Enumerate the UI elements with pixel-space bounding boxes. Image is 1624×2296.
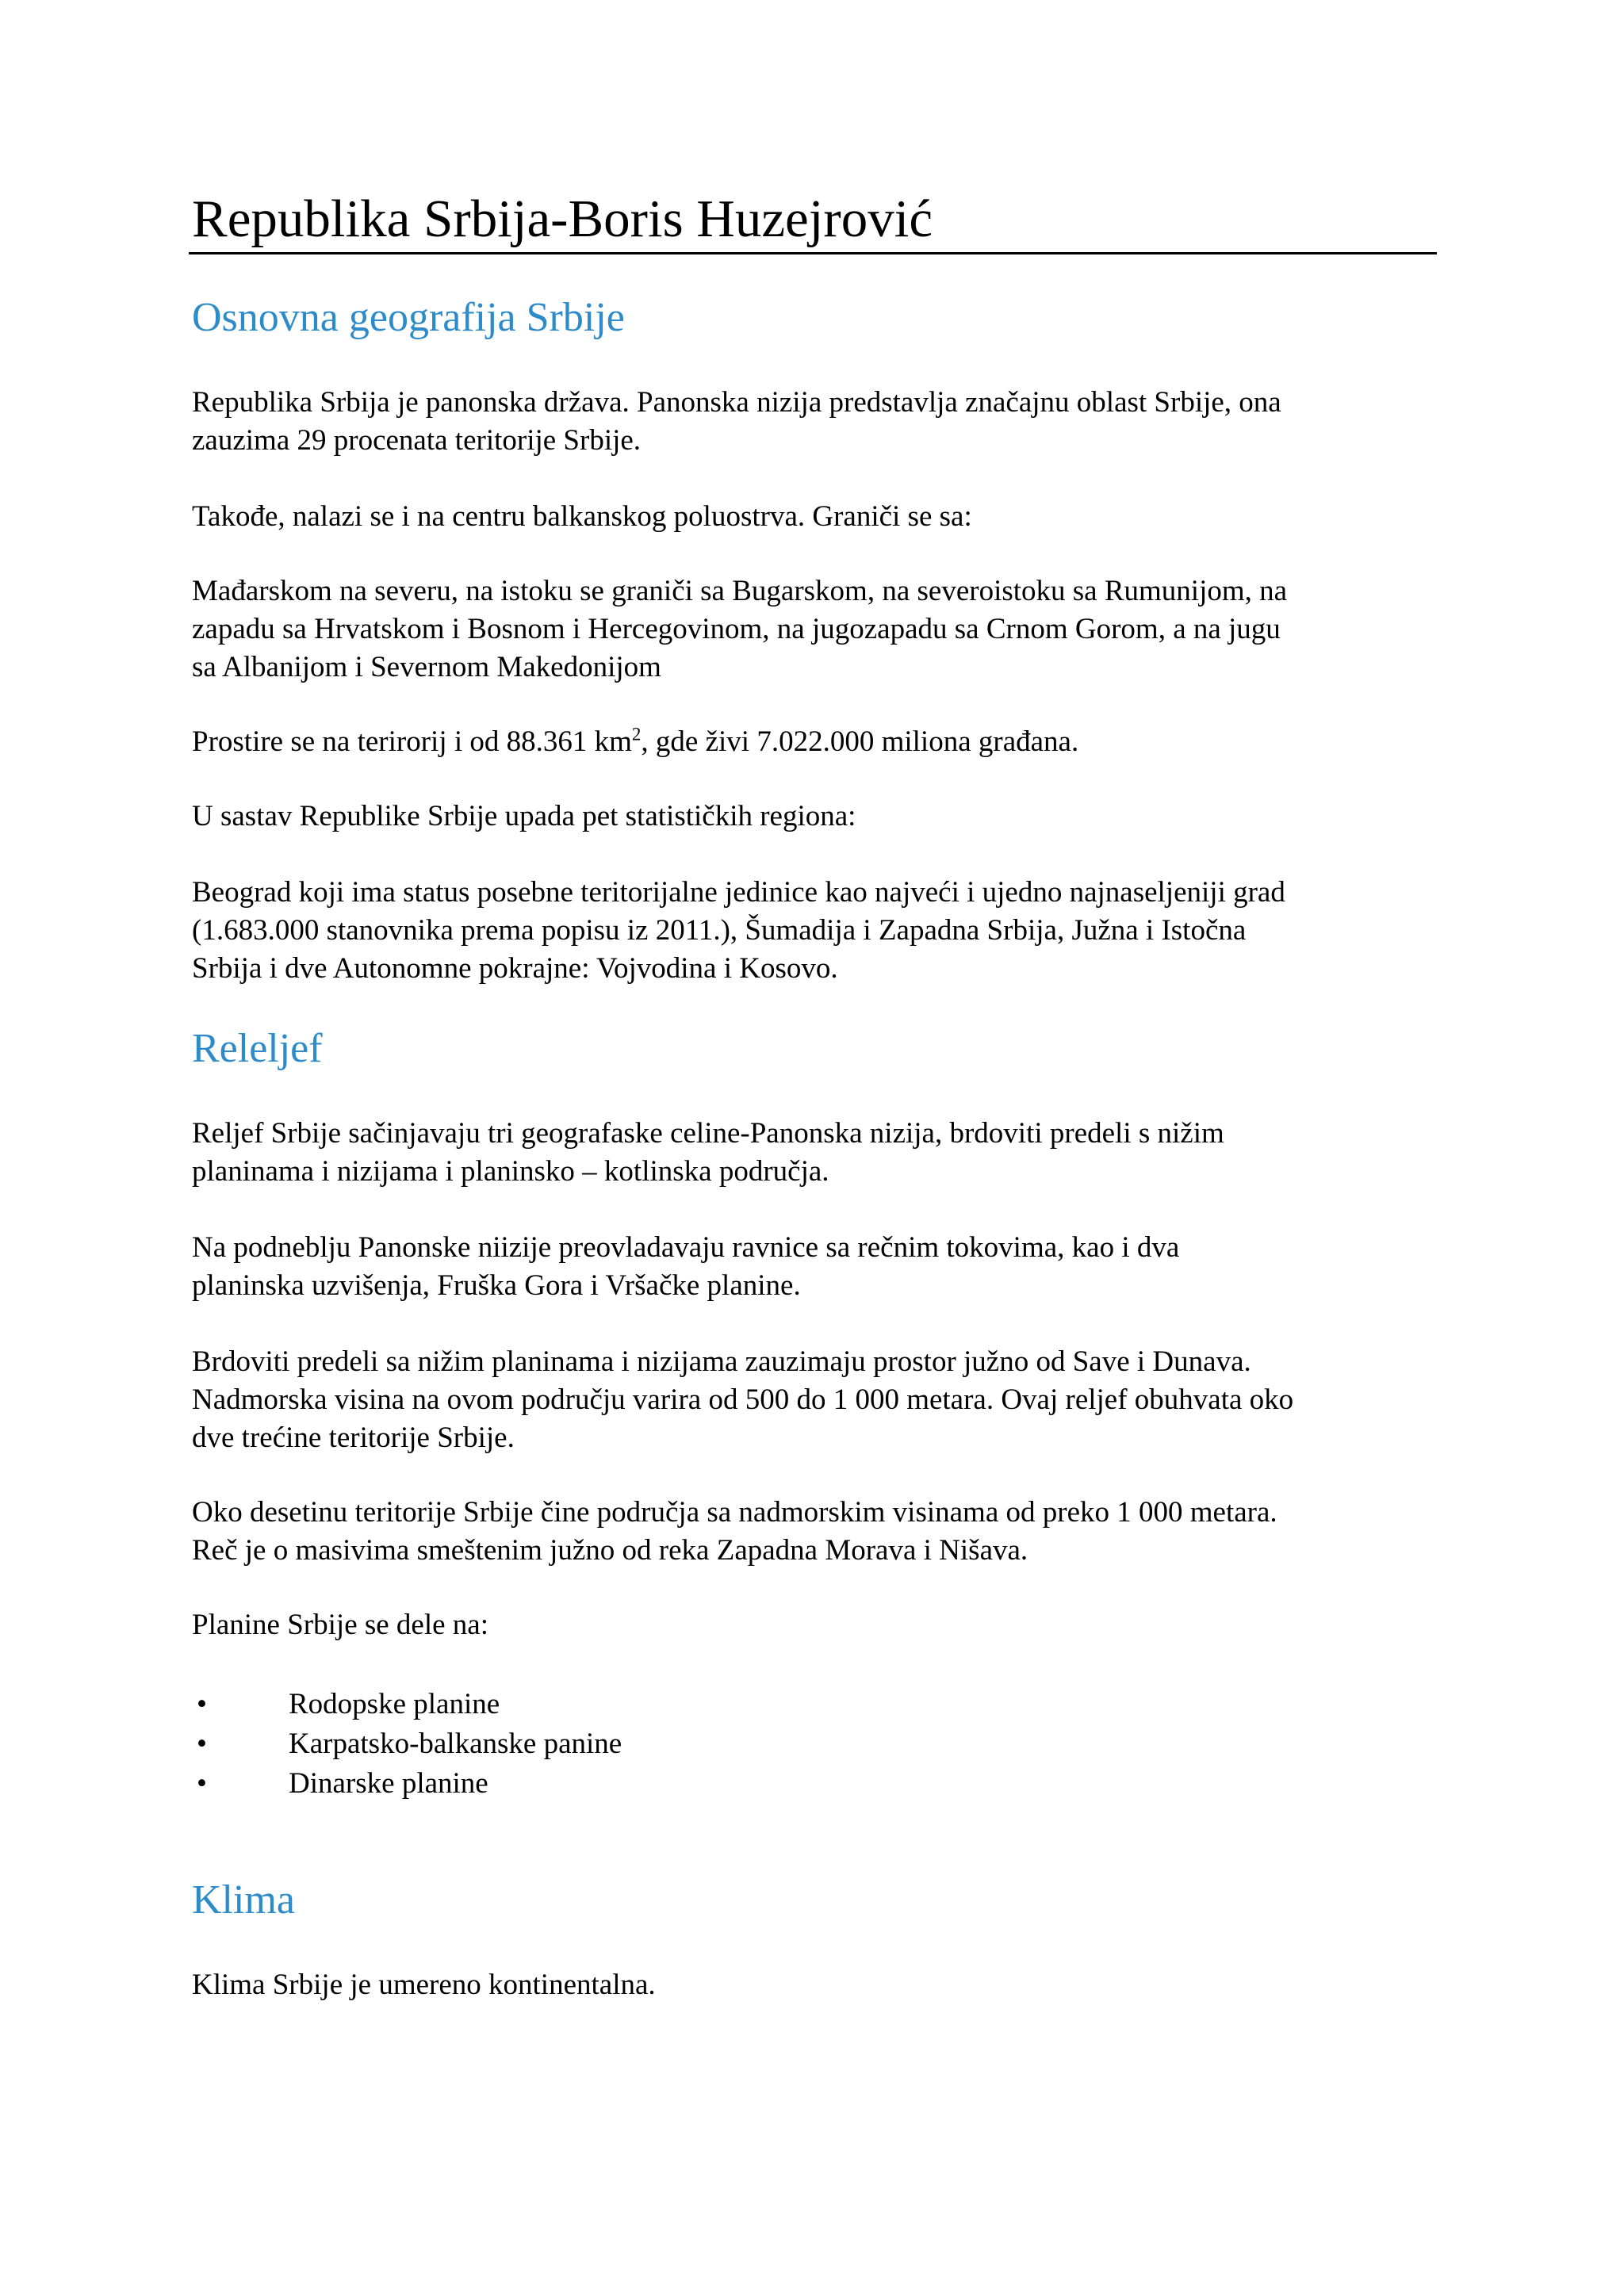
text-line: Na podneblju Panonske niizije preovladavaju ravnice sa rečnim tokovima, kao i dva [192, 1231, 1180, 1264]
population-text: , gde živi 7.022.000 miliona građana. [641, 725, 1079, 758]
area-text: Prostire se na terirorij i od 88.361 km [192, 725, 632, 758]
paragraph-regions-list [192, 874, 1445, 988]
text-line: Takođe, nalazi se i na centru balkanskog poluostrva. Graniči se sa: [192, 500, 972, 533]
text-line: Nadmorska visina na ovom području varira od 500 do 1 000 metara. Ovaj reljef obuhvata oko [192, 1383, 1294, 1416]
text-line: planinama i nizijama i planinsko – kotlinska područja. [192, 1155, 829, 1188]
paragraph-panonian-state [192, 384, 1445, 460]
bullet-icon: • [197, 1688, 207, 1720]
list-item-text: Karpatsko-balkanske panine [289, 1728, 622, 1760]
paragraph-climate [192, 1966, 1445, 2004]
paragraph-mountains-intro [192, 1606, 1445, 1644]
text-line: U sastav Republike Srbije upada pet statističkih regiona: [192, 800, 856, 832]
area-superscript: 2 [631, 724, 642, 744]
list-item-text: Rodopske planine [289, 1688, 500, 1720]
paragraph-regions-intro [192, 798, 1445, 836]
text-line: Beograd koji ima status posebne teritorijalne jedinice kao najveći i ujedno najnaseljeniji grad [192, 876, 1285, 909]
section-heading-relief: Releljef [192, 1026, 323, 1071]
text-line: zauzima 29 procenata teritorije Srbije. [192, 424, 642, 457]
text-line: Republika Srbija je panonska država. Panonska nizija predstavlja značajnu oblast Srbije, ona [192, 386, 1281, 419]
text-line: Oko desetinu teritorije Srbije čine područja sa nadmorskim visinama od preko 1 000 metara. [192, 1496, 1277, 1529]
paragraph-borders [192, 572, 1445, 687]
text-line: Brdoviti predeli sa nižim planinama i nizijama zauzimaju prostor južno od Save i Dunava. [192, 1345, 1251, 1378]
paragraph-high-mountains [192, 1494, 1445, 1570]
list-item-text: Dinarske planine [289, 1767, 488, 1800]
paragraph-balkan-position [192, 498, 1445, 536]
text-line: Mađarskom na severu, na istoku se graniči sa Bugarskom, na severoistoku sa Rumunijom, na [192, 575, 1288, 607]
text-line: dve trećine teritorije Srbije. [192, 1422, 515, 1454]
section-heading-geography: Osnovna geografija Srbije [192, 295, 625, 340]
text-line: Srbija i dve Autonomne pokrajne: Vojvodina i Kosovo. [192, 952, 838, 985]
text-line: planinska uzvišenja, Fruška Gora i Vršačke planine. [192, 1269, 801, 1302]
text-line: Planine Srbije se dele na: [192, 1609, 489, 1641]
bullet-icon: • [197, 1728, 207, 1760]
text-line: zapadu sa Hrvatskom i Bosnom i Hercegovinom, na jugozapadu sa Crnom Gorom, a na jugu [192, 613, 1281, 645]
section-heading-climate: Klima [192, 1877, 295, 1923]
paragraph-area-population [192, 723, 1445, 761]
paragraph-panonian-plains [192, 1229, 1445, 1305]
paragraph-hilly-regions [192, 1343, 1445, 1457]
text-line: (1.683.000 stanovnika prema popisu iz 2011.), Šumadija i Zapadna Srbija, Južna i Istočna [192, 914, 1247, 947]
text-line: sa Albanijom i Severnom Makedonijom [192, 651, 661, 683]
text-line: Reljef Srbije sačinjavaju tri geografaske celine-Panonska nizija, brdoviti predeli s nižim [192, 1117, 1224, 1150]
title-underline [189, 252, 1437, 254]
document-title: Republika Srbija-Boris Huzejrović [192, 189, 933, 248]
paragraph-relief-composition [192, 1115, 1445, 1191]
text-line: Reč je o masivima smeštenim južno od reka Zapadna Morava i Nišava. [192, 1534, 1028, 1567]
bullet-icon: • [197, 1767, 207, 1800]
text-line: Klima Srbije je umereno kontinentalna. [192, 1969, 656, 2001]
